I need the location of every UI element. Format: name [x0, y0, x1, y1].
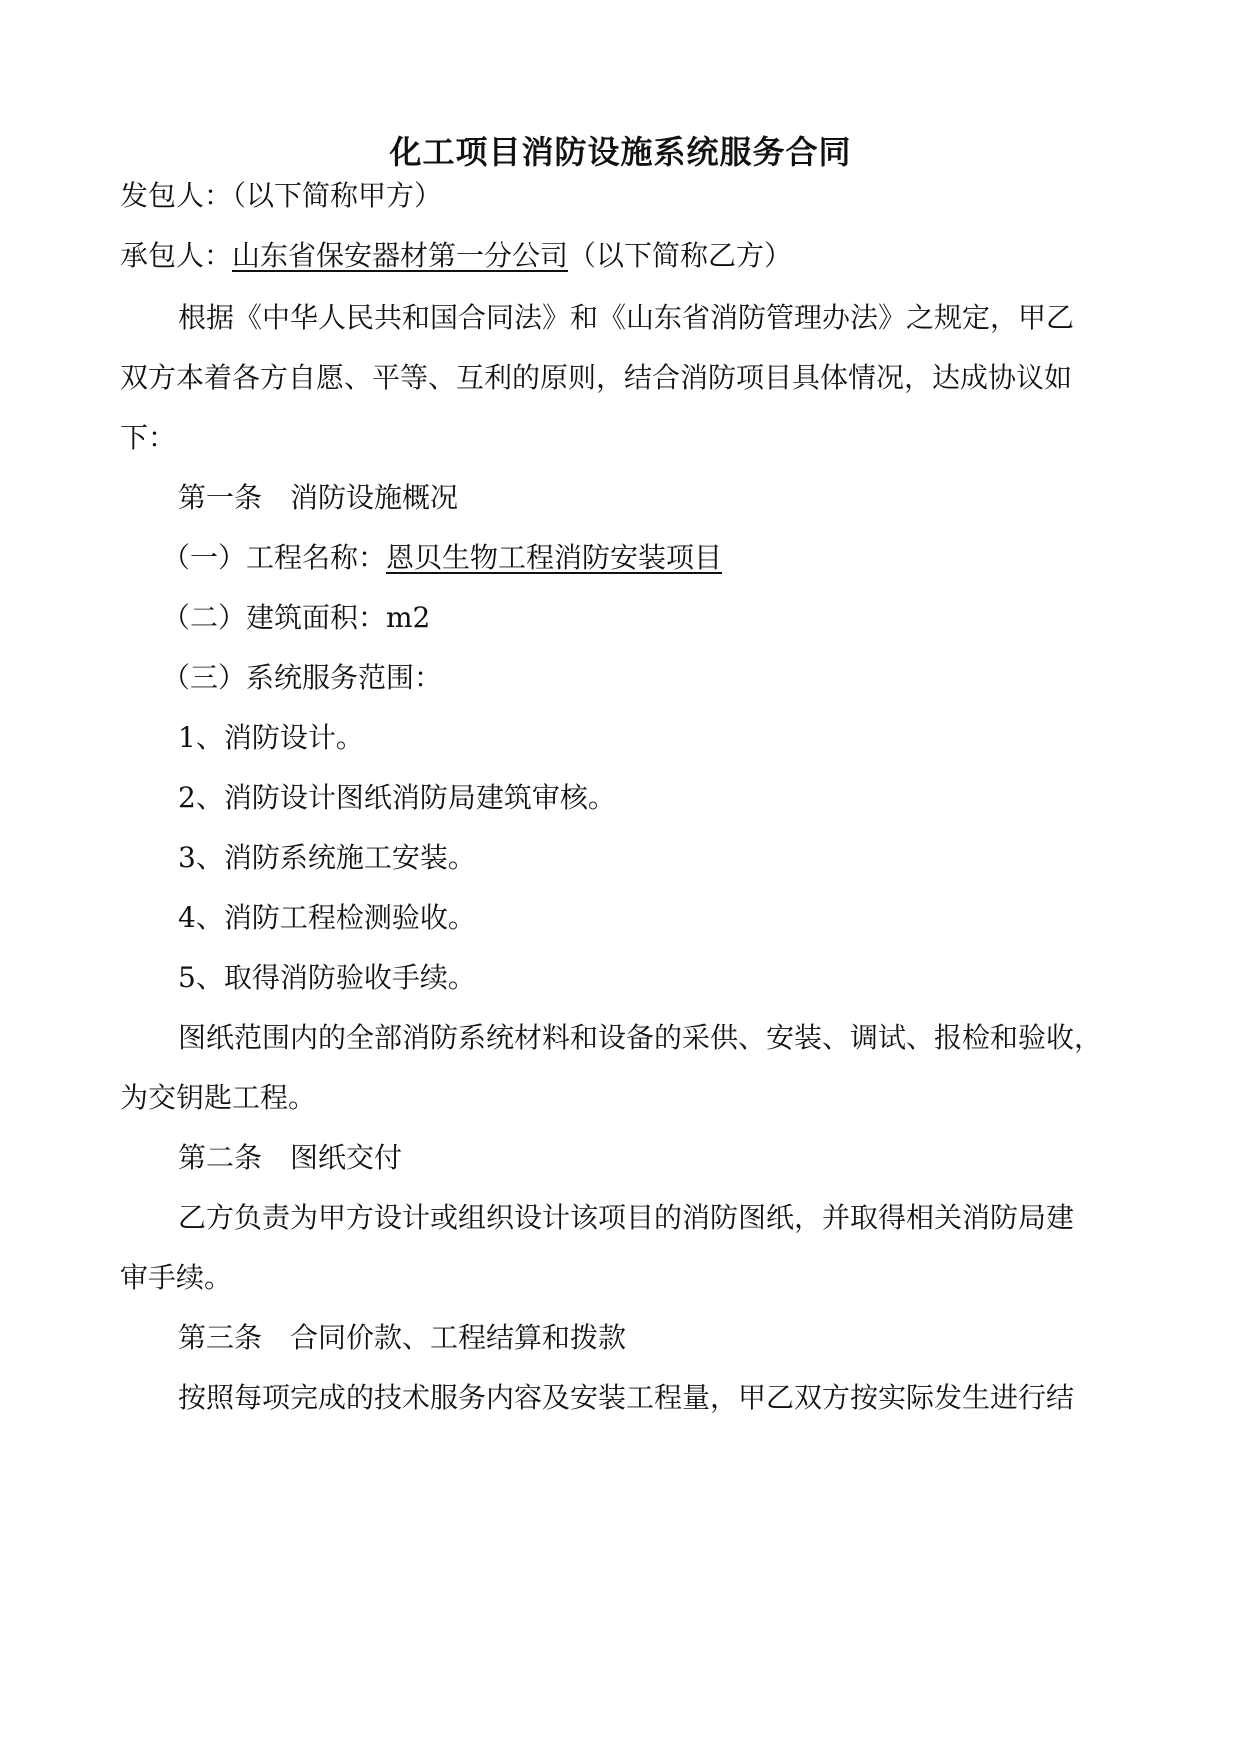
party-a-label: 发包人： [120, 179, 233, 212]
scope-summary-line-1: 图纸范围内的全部消防系统材料和设备的采供、安装、调试、报检和验收， [178, 1021, 1103, 1054]
project-name-label: （一）工程名称： [162, 541, 387, 574]
project-name-value: 恩贝生物工程消防安装项目 [386, 541, 723, 574]
article1-heading: 第一条 消防设施概况 [178, 481, 459, 514]
intro-line-3: 下： [120, 421, 177, 454]
party-b-note: （以下简称乙方） [568, 239, 793, 272]
party-b-name: 山东省保安器材第一分公司 [232, 239, 569, 272]
project-name-line [162, 538, 1120, 578]
article2-body-line-1: 乙方负责为甲方设计或组织设计该项目的消防图纸，并取得相关消防局建 [178, 1201, 1075, 1234]
article3-heading: 第三条 合同价款、工程结算和拨款 [178, 1321, 627, 1354]
scope-item-5: 5、取得消防验收手续。 [178, 961, 476, 994]
article2-body-line-2: 审手续。 [120, 1261, 233, 1294]
article3-body-line-1: 按照每项完成的技术服务内容及安装工程量，甲乙双方按实际发生进行结 [178, 1381, 1075, 1414]
building-area-line: （二）建筑面积：m2 [162, 601, 431, 634]
document-title: 化工项目消防设施系统服务合同 [389, 133, 852, 171]
party-a-note: （以下简称甲方） [232, 179, 443, 212]
scope-item-4: 4、消防工程检测验收。 [178, 901, 476, 934]
scope-item-2: 2、消防设计图纸消防局建筑审核。 [178, 781, 616, 814]
intro-line-1: 根据《中华人民共和国合同法》和《山东省消防管理办法》之规定，甲乙 [178, 301, 1075, 334]
party-b-label: 承包人： [120, 239, 233, 272]
scope-summary-line-2: 为交钥匙工程。 [120, 1081, 317, 1114]
party-b-line [120, 236, 1120, 276]
article2-heading: 第二条 图纸交付 [178, 1141, 403, 1174]
intro-line-2: 双方本着各方自愿、平等、互利的原则，结合消防项目具体情况，达成协议如 [120, 361, 1073, 394]
party-a-line [120, 176, 1120, 216]
service-scope-label: （三）系统服务范围： [162, 661, 443, 694]
scope-item-3: 3、消防系统施工安装。 [178, 841, 476, 874]
scope-item-1: 1、消防设计。 [178, 721, 364, 754]
